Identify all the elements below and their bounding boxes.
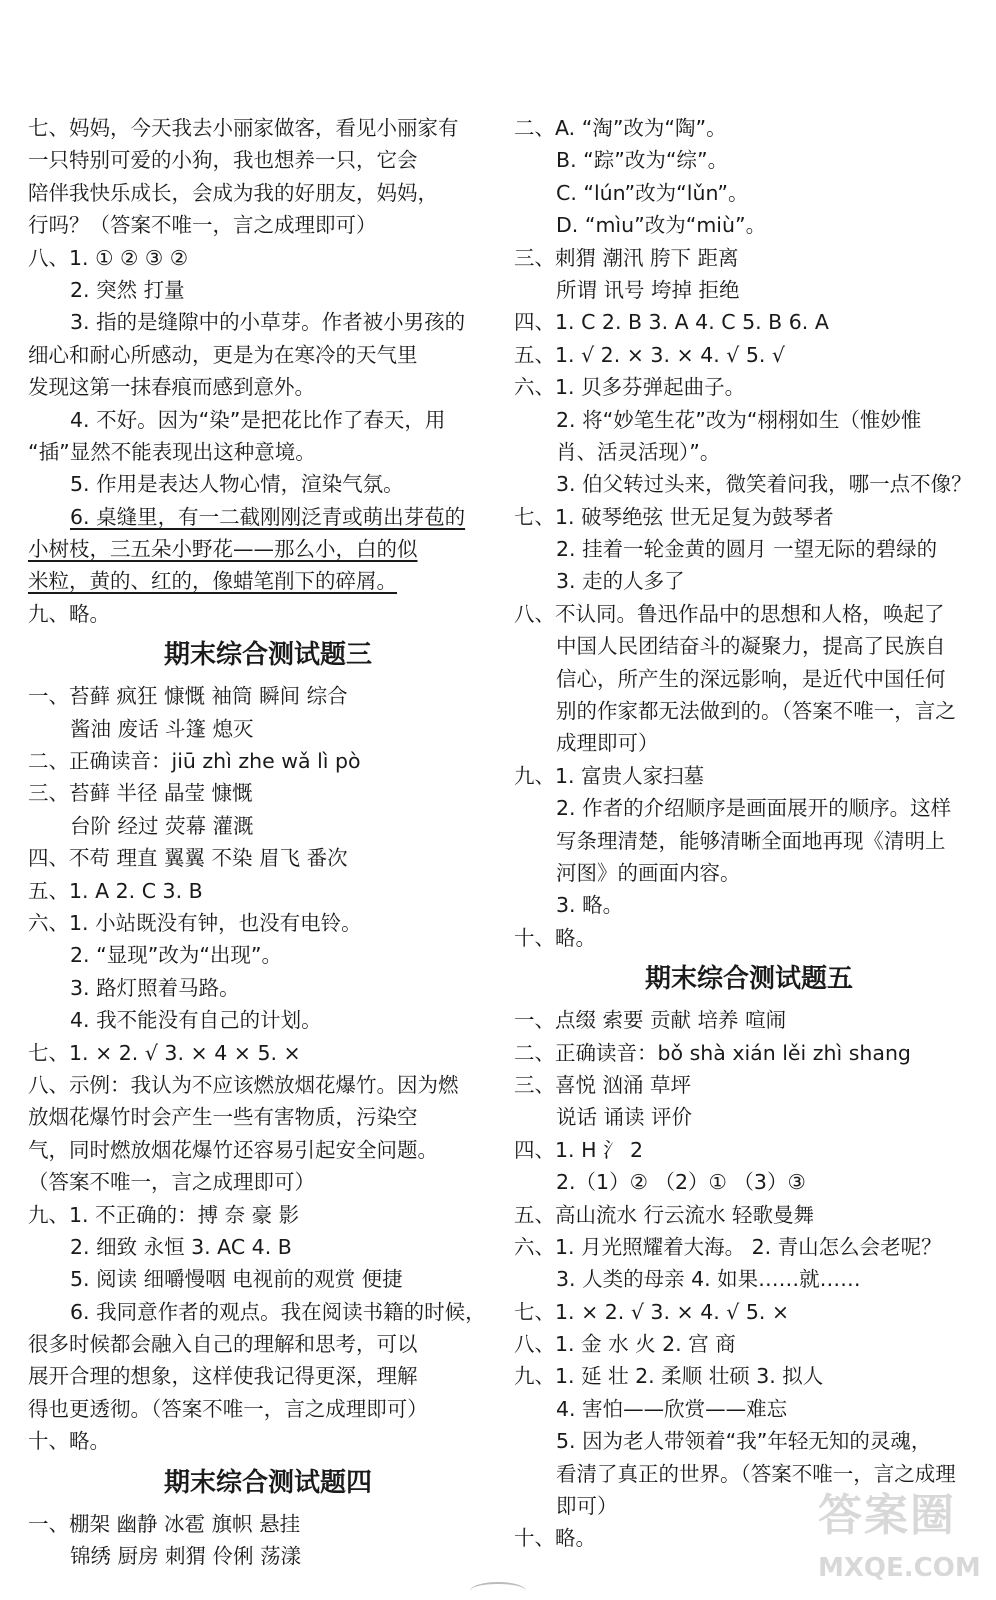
answer-line: 三、苔藓 半径 晶莹 慷慨 bbox=[28, 781, 253, 806]
answer-line: 3. 路灯照着马路。 bbox=[70, 975, 240, 1000]
answer-line: 酱油 废话 斗篷 熄灭 bbox=[70, 716, 254, 741]
answer-line: 2. “显现”改为“出现”。 bbox=[70, 943, 283, 968]
watermark bbox=[818, 1484, 981, 1594]
answer-line: 4. 不好。因为“染”是把花比作了春天，用 bbox=[70, 407, 446, 432]
answer-line: 二、正确读音：bǒ shà xián lěi zhì shang bbox=[514, 1040, 911, 1065]
answer-line: 小树枝，三五朵小野花——那么小，白的似 bbox=[28, 537, 418, 562]
answer-line: 行吗？（答案不唯一，言之成理即可） bbox=[28, 213, 377, 238]
section-heading: 期末综合测试题三 bbox=[163, 640, 372, 671]
answer-line: （答案不唯一，言之成理即可） bbox=[28, 1170, 315, 1195]
answer-line: B. “踪”改为“综”。 bbox=[556, 148, 729, 173]
answer-line: 六、1. 贝多芬弹起曲子。 bbox=[514, 375, 746, 400]
answer-line: 2. 将“妙笔生花”改为“栩栩如生（惟妙惟 bbox=[556, 407, 922, 432]
answer-line: 河图》的画面内容。 bbox=[556, 860, 741, 885]
answer-line: 八、示例：我认为不应该燃放烟花爆竹。因为燃 bbox=[28, 1072, 459, 1097]
answer-line: 三、刺猬 潮汛 胯下 距离 bbox=[514, 245, 739, 270]
answer-line: 3. 略。 bbox=[556, 893, 624, 918]
answer-line: C. “lún”改为“lǔn”。 bbox=[556, 180, 749, 205]
answer-line: 十、略。 bbox=[514, 925, 596, 950]
answer-line: 二、A. “淘”改为“陶”。 bbox=[514, 116, 727, 140]
answer-line: 别的作家都无法做到的。（答案不唯一，言之 bbox=[556, 699, 956, 724]
answer-line: 一只特别可爱的小狗，我也想养一只，它会 bbox=[28, 148, 418, 173]
answer-line: 气，同时燃放烟花爆竹还容易引起安全问题。 bbox=[28, 1137, 438, 1162]
answer-line: 四、1. H 氵 2 bbox=[514, 1137, 644, 1162]
watermark-url: MXQE.COM bbox=[818, 1553, 981, 1583]
answer-line: 七、1. × 2. √ 3. × 4 × 5. × bbox=[28, 1040, 301, 1065]
answer-line: 七、妈妈，今天我去小丽家做客，看见小丽家有 bbox=[28, 116, 459, 140]
answer-line: 2.（1）② （2）① （3）③ bbox=[556, 1170, 806, 1195]
answer-line: 写条理清楚，能够清晰全面地再现《清明上 bbox=[556, 828, 946, 853]
answer-line: 4. 害怕——欣赏——难忘 bbox=[556, 1396, 788, 1421]
answer-line: 五、1. A 2. C 3. B bbox=[28, 878, 203, 903]
answer-line: 2. 挂着一轮金黄的圆月 一望无际的碧绿的 bbox=[556, 537, 938, 562]
answer-line: 5. 作用是表达人物心情，渲染气氛。 bbox=[70, 472, 404, 497]
answer-line: 八、不认同。鲁迅作品中的思想和人格，唤起了 bbox=[514, 601, 945, 626]
answer-line: 2. 细致 永恒 3. AC 4. B bbox=[70, 1234, 292, 1259]
left-column bbox=[28, 112, 490, 1572]
answer-line: 四、1. C 2. B 3. A 4. C 5. B 6. A bbox=[514, 310, 829, 335]
answer-line: 说话 诵读 评价 bbox=[556, 1105, 693, 1130]
answer-line: 得也更透彻。（答案不唯一，言之成理即可） bbox=[28, 1396, 428, 1421]
answer-line: 锦绣 厨房 刺猬 伶俐 荡漾 bbox=[70, 1544, 302, 1569]
answer-line: 九、略。 bbox=[28, 601, 110, 626]
section-heading: 期末综合测试题五 bbox=[644, 964, 853, 995]
watermark-logo: 答案圈 bbox=[818, 1490, 956, 1541]
answer-line: 一、苔藓 疯狂 慷慨 袖筒 瞬间 综合 bbox=[28, 684, 348, 709]
answer-line: 五、1. √ 2. × 3. × 4. √ 5. √ bbox=[514, 342, 785, 367]
answer-line: 四、不苟 理直 翼翼 不染 眉飞 番次 bbox=[28, 846, 348, 871]
section-heading: 期末综合测试题四 bbox=[163, 1467, 372, 1498]
answer-line: 五、高山流水 行云流水 轻歌曼舞 bbox=[514, 1202, 815, 1227]
answer-line: 信心，所产生的深远影响，是近代中国任何 bbox=[556, 666, 946, 691]
answer-line: 3. 人类的母亲 4. 如果……就…… bbox=[556, 1267, 861, 1292]
answer-line: D. “mìu”改为“miù”。 bbox=[556, 213, 767, 238]
answer-line: 七、1. × 2. √ 3. × 4. √ 5. × bbox=[514, 1299, 790, 1324]
answer-line: 即可） bbox=[556, 1494, 618, 1519]
answer-line: 一、棚架 幽静 冰雹 旗帜 悬挂 bbox=[28, 1511, 301, 1536]
answer-line: 2. 作者的介绍顺序是画面展开的顺序。这样 bbox=[556, 796, 952, 821]
answer-line: 2. 突然 打量 bbox=[70, 277, 185, 302]
answer-line: 六、1. 小站既没有钟，也没有电铃。 bbox=[28, 910, 362, 935]
answer-line: 八、1. 金 水 火 2. 宫 商 bbox=[514, 1332, 736, 1357]
answer-line: 陪伴我快乐成长，会成为我的好朋友，妈妈， bbox=[28, 180, 438, 205]
answer-line: 看清了真正的世界。（答案不唯一，言之成理 bbox=[556, 1461, 956, 1486]
answer-line: 六、1. 月光照耀着大海。 2. 青山怎么会老呢？ bbox=[514, 1234, 942, 1259]
answer-line: 米粒，黄的、红的，像蜡笔削下的碎屑。 bbox=[28, 569, 397, 594]
answer-line: 6. 我同意作者的观点。我在阅读书籍的时候， bbox=[70, 1299, 486, 1324]
answer-line: 九、1. 延 壮 2. 柔顺 壮硕 3. 拟人 bbox=[514, 1364, 824, 1389]
answer-line: 十、略。 bbox=[514, 1526, 596, 1551]
answer-line: 展开合理的想象，这样使我记得更深，理解 bbox=[28, 1364, 418, 1389]
answer-line: 十、略。 bbox=[28, 1429, 110, 1454]
answer-line: 一、点缀 索要 贡献 培养 喧闹 bbox=[514, 1008, 787, 1033]
answer-line: 3. 走的人多了 bbox=[556, 569, 685, 594]
answer-line: 八、1. ① ② ③ ② bbox=[28, 245, 189, 270]
answer-line: 二、正确读音：jiū zhì zhe wǎ lì pò bbox=[28, 749, 361, 774]
answer-line: 七、1. 破琴绝弦 世无足复为鼓琴者 bbox=[514, 504, 834, 529]
answer-line: 台阶 经过 荧幕 灌溉 bbox=[70, 813, 254, 838]
answer-line: 3. 伯父转过头来，微笑着问我，哪一点不像？ bbox=[556, 472, 972, 497]
answer-line: 中国人民团结奋斗的凝聚力，提高了民族自 bbox=[556, 634, 946, 659]
answer-line: 九、1. 富贵人家扫墓 bbox=[514, 763, 705, 788]
answer-line: 发现这第一抹春痕而感到意外。 bbox=[28, 375, 315, 400]
answer-line: 放烟花爆竹时会产生一些有害物质，污染空 bbox=[28, 1105, 418, 1130]
answer-line: 5. 因为老人带领着“我”年轻无知的灵魂， bbox=[556, 1429, 932, 1454]
answer-line: 5. 阅读 细嚼慢咽 电视前的观赏 便捷 bbox=[70, 1267, 403, 1292]
answer-line: 很多时候都会融入自己的理解和思考，可以 bbox=[28, 1332, 418, 1357]
answer-line: 所谓 讯号 垮掉 拒绝 bbox=[556, 277, 740, 302]
answer-line: 三、喜悦 汹涌 草坪 bbox=[514, 1072, 692, 1097]
answer-line: 3. 指的是缝隙中的小草芽。作者被小男孩的 bbox=[70, 310, 466, 335]
answer-line: 肖、活灵活现）”。 bbox=[556, 439, 721, 464]
answer-line: 九、1. 不正确的：搏 奈 豪 影 bbox=[28, 1202, 300, 1227]
answer-line: “插”显然不能表现出这种意境。 bbox=[28, 439, 316, 464]
answer-line: 4. 我不能没有自己的计划。 bbox=[70, 1008, 322, 1033]
answer-line: 成理即可） bbox=[556, 731, 659, 756]
page-number-ornament bbox=[470, 1582, 526, 1600]
answer-line: 细心和耐心所感动，更是为在寒冷的天气里 bbox=[28, 342, 418, 367]
right-column bbox=[514, 112, 984, 1555]
answer-line: 6. 桌缝里，有一二截刚刚泛青或萌出芽苞的 bbox=[70, 504, 466, 529]
